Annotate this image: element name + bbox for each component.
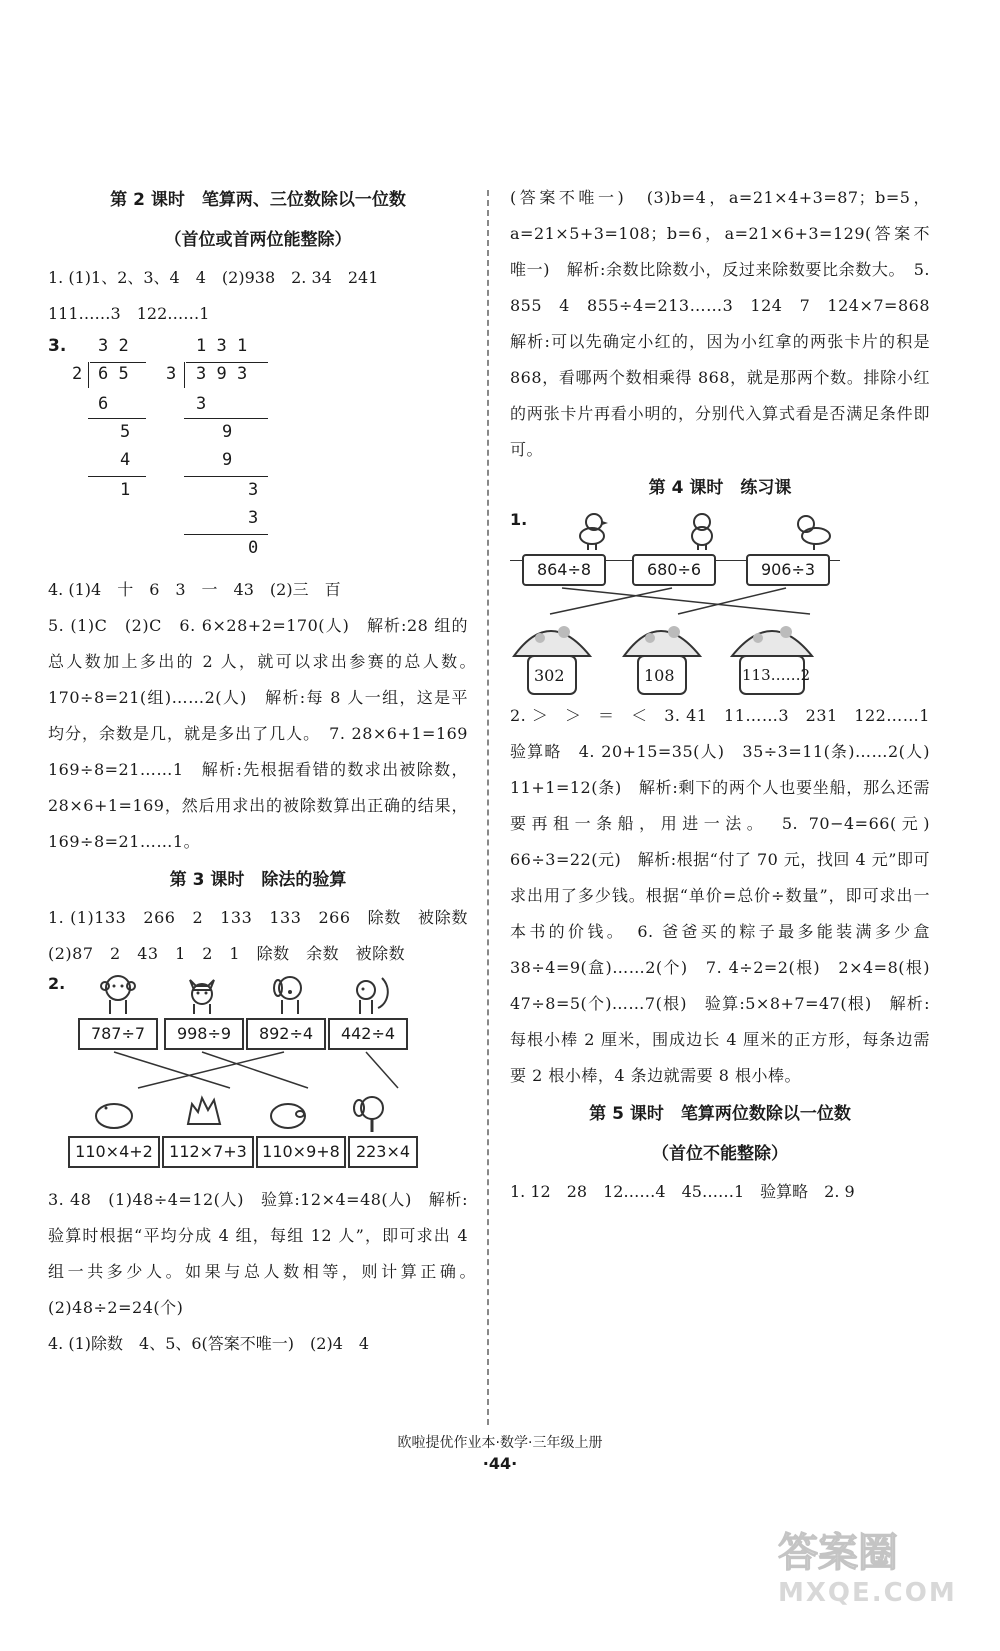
div2-step: 3 [196,394,207,414]
div1-divisor: 2 [72,364,83,384]
footer-book-title: 欧啦提优作业本·数学·三年级上册 [397,1435,603,1451]
div2-line [184,476,268,477]
page-number: ·44· [482,1454,518,1473]
hedgehog-icon [182,1090,226,1134]
l2-q5-to-7: 5. (1)C (2)C 6. 6×28+2=170(人) 解析:28 组的总人数加上多出的 2 人，就可以求出参赛的总人数。 170÷8=21(组)……2(人) 解析:每 8 人一组，这是平均分，余数是几，就是多出了几人。 7. 28×6+1=169 169÷8=21……1 解析:先根据看错的数求出被除数，28×6+1=169，然后用求出的被除数算出正确的结果，169÷8=21……1。 [48,616,485,851]
animal-matching-figure [48,972,468,1182]
expr-box: 892÷4 [246,1018,326,1050]
expr-box: 110×9+8 [256,1136,346,1168]
div1-step: 6 [98,394,109,414]
expr-box: 112×7+3 [162,1136,254,1168]
div2-step: 0 [248,538,259,558]
mushroom-matching-figure [510,508,930,698]
column-divider [487,190,489,1425]
div2-step: 9 [222,450,233,470]
left-column [48,180,485,1362]
expr-box: 787÷7 [78,1018,158,1050]
div1-step: 1 [120,480,131,500]
l4-rest: 2. ＞ ＞ ＝ ＜ 3. 41 11……3 231 122……1 验算略 4. 20+15=35(人) 35÷3=11(条)……2(人) 11+1=12(条) 解析:剩下的两个人也要坐船，那么还需要再租一条船，用进一法。 5. 70−4=66(元) 66÷3=22(元) 解析:根据“付了 70 元，找回 4 元”即可求出用了多少钱。根据“单价=总价÷数量”，即可求出一本书的价钱。 6. 爸爸买的粽子最多能装满多少盒 38÷4=9(盒)……2(个) 7. 4÷2=2(根) 2×4=8(根) 47÷8=5(个)……7(根) 验算:5×8+7=47(根) 解析:每根小棒 2 厘米，围成边长 4 厘米的正方形，每条边需要 2 根小棒，4 条边就需要 8 根小棒。 [510,706,947,1085]
l2-q4: 4. (1)4 十 6 3 一 43 (2)三 百 [48,580,341,599]
right-column [510,180,947,1210]
div1-step: 4 [120,450,131,470]
div2-bar [186,362,268,363]
div2-quotient: 1 3 1 [196,336,248,356]
div2-divisor: 3 [166,364,177,384]
div1-line [88,476,146,477]
lesson2-subtitle: （首位或首两位能整除） [164,230,352,250]
matching-lines [48,1050,468,1090]
lesson4-title: 第 4 课时 练习课 [648,478,792,498]
div1-bracket [88,362,89,388]
expr-box: 110×4+2 [68,1136,160,1168]
div2-line [184,534,268,535]
watermark-text: 答案圈 [778,1530,898,1576]
lesson3-title: 第 3 课时 除法的验算 [169,870,347,890]
div2-step: 9 [222,422,233,442]
expr-box: 442÷4 [328,1018,408,1050]
lesson5-title: 第 5 课时 笔算两位数除以一位数 [589,1104,851,1124]
chick-icon [790,508,834,552]
r-para1: (答案不唯一) (3)b=4，a=21×4+3=87；b=5，a=21×5+3=108；b=6，a=21×6+3=129(答案不唯一) 解析:余数比除数小，反过来除数要比余数大。 5. 855 4 855÷4=213……3 124 7 124×7=868 解析:可以先确定小红的，因为小红拿的两张卡片的积是 868，看哪两个数相乘得 868，就是那两个数。排除小红的两张卡片再看小明的，分别代入算式看是否满足条件即可。 [510,188,947,459]
cat-icon [180,972,224,1016]
div2-step: 3 [248,480,259,500]
expr-box: 906÷3 [746,554,830,586]
dog-icon [268,972,312,1016]
lesson2-title: 第 2 课时 笔算两、三位数除以一位数 [110,190,406,210]
div2-bracket [184,362,185,388]
lesson5-subtitle: （首位不能整除） [652,1144,788,1164]
div1-dividend: 6 5 [98,364,129,384]
div2-step: 3 [248,508,259,528]
l3-q1: 1. (1)133 266 2 133 133 266 除数 被除数 (2)87 2 43 1 2 1 除数 余数 被除数 [48,908,485,963]
l5-q1: 1. 12 28 12……4 45……1 验算略 2. 9 [510,1182,855,1201]
div1-bar [90,362,146,363]
bird-icon [680,508,724,552]
expr-box: 998÷9 [164,1018,244,1050]
mushroom-icons [510,612,850,698]
div2-dividend: 3 9 3 [196,364,248,384]
l2-q1-line2: 111……3 122……1 [48,304,210,323]
div1-line [88,418,146,419]
long-division-figure [48,332,468,572]
expr-box: 864÷8 [522,554,606,586]
chick-icon [570,508,614,552]
expr-box: 680÷6 [632,554,716,586]
pig-icon [266,1090,310,1134]
elephant-icon [350,1090,394,1134]
q3-label: 3. [48,336,67,356]
mushroom-label: 113……2 [742,666,811,684]
watermark-logo [778,1521,968,1631]
mushroom-label: 108 [644,666,675,685]
l4-q1-label: 1. [510,510,528,529]
squirrel-icon [348,972,392,1016]
div1-step: 5 [120,422,131,442]
l3-q4: 4. (1)除数 4、5、6(答案不唯一) (2)4 4 [48,1334,370,1353]
watermark-url: MXQE.COM [778,1578,957,1608]
mushroom-label: 302 [534,666,565,685]
div2-line [184,418,268,419]
monkey-icon [96,972,140,1016]
div1-quotient: 3 2 [98,336,129,356]
l3-q3: 3. 48 (1)48÷4=12(人) 验算:12×4=48(人) 解析:验算时根据“平均分成 4 组，每组 12 人”，即可求出 4 组一共多少人。如果与总人数相等，则计算正确。 (2)48÷2=24(个) [48,1190,485,1317]
expr-box: 223×4 [348,1136,418,1168]
l2-q1-line1: 1. (1)1、2、3、4 4 (2)938 2. 34 241 [48,268,379,287]
l3-q2-label: 2. [48,974,66,993]
hippo-icon [92,1090,136,1134]
